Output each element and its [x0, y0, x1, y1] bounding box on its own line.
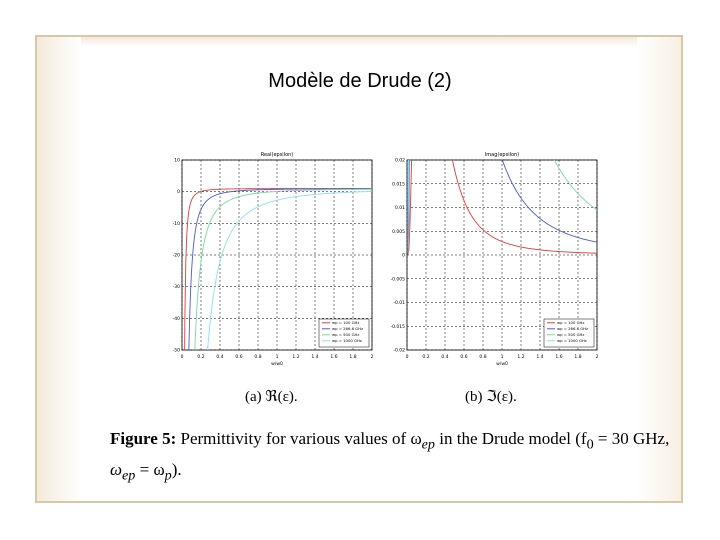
chart-0-y-tick-label: 10 [174, 158, 180, 164]
chart-0-title: Real(epsilon) [260, 152, 294, 158]
slide-shade-top [37, 37, 681, 47]
chart-1-legend-label: wp = 1000 GHz [557, 338, 587, 343]
chart-0-xlabel: w/w0 [271, 362, 283, 367]
caption-sub-1: ep [421, 436, 436, 453]
chart-0-x-tick-label: 0.8 [254, 355, 262, 360]
chart-1-y-tick-label: 0.005 [392, 229, 405, 235]
chart-0-legend-label: wp = 1000 GHz [332, 338, 362, 343]
chart-0-y-tick-label: -20 [172, 253, 180, 259]
chart-1-x-tick-label: 0.2 [422, 355, 430, 360]
chart-0-legend-label: wp = 500 GHz [332, 332, 360, 337]
subcaption-imag: (b) ℑ(ε). [465, 389, 517, 405]
chart-1-y-tick-label: -0.02 [393, 348, 405, 354]
chart-1-x-tick-label: 1.8 [574, 355, 582, 360]
chart-0-x-tick-label: 1 [275, 355, 279, 360]
caption-label: Figure 5: [110, 429, 177, 448]
caption-text-5: = ω [139, 460, 165, 480]
caption-sub-4: p [164, 467, 172, 484]
chart-1-x-tick-label: 2 [595, 355, 599, 360]
chart-1-xlabel: w/w0 [496, 362, 508, 367]
chart-1-x-tick-label: 1.6 [555, 355, 563, 360]
chart-1-legend-label: wp = 100 GHz [557, 320, 585, 325]
chart-0-legend-label: wp = 266.6 GHz [332, 326, 363, 331]
chart-0-y-tick-label: 0 [177, 190, 180, 196]
subcaption-real: (a) ℜ(ε). [245, 389, 298, 405]
caption-sub-3: ep [122, 467, 136, 484]
chart-0-y-tick-label: -50 [172, 348, 180, 354]
chart-1-y-tick-label: 0.015 [392, 182, 405, 188]
chart-0-x-tick-label: 1.2 [292, 355, 300, 360]
chart-1-x-tick-label: 1 [500, 355, 504, 360]
chart-1-y-tick-label: 0.01 [394, 206, 405, 211]
chart-1-x-tick-label: 0.6 [460, 355, 468, 360]
chart-1-x-tick-label: 0 [405, 355, 409, 360]
chart-1-x-tick-label: 0.4 [441, 355, 449, 360]
chart-0-x-tick-label: 0.2 [197, 355, 205, 360]
chart-1-y-tick-label: 0 [402, 253, 405, 259]
slide-shade-left [37, 37, 81, 501]
chart-1-x-tick-label: 1.2 [517, 355, 525, 360]
chart-0-x-tick-label: 0.4 [216, 355, 224, 360]
chart-0-x-tick-label: 1.6 [330, 355, 338, 360]
caption-text-2: in the Drude model (f [439, 429, 587, 448]
chart-1-y-tick-label: -0.01 [393, 301, 405, 306]
chart-0-y-tick-label: -10 [172, 221, 180, 227]
real-permittivity-plot [160, 143, 390, 368]
caption-sub-2: 0 [586, 436, 594, 453]
chart-0-x-tick-label: 1.8 [349, 355, 357, 360]
caption-text-6: ). [171, 460, 182, 480]
chart-0-x-tick-label: 0 [180, 355, 184, 360]
figure-caption [110, 426, 670, 489]
chart-0-y-tick-label: -30 [172, 285, 180, 291]
chart-1-x-tick-label: 0.8 [479, 355, 487, 360]
chart-1-x-tick-label: 1.4 [536, 355, 544, 360]
chart-1-legend-label: wp = 266.6 GHz [557, 326, 588, 331]
chart-0-x-tick-label: 0.6 [235, 355, 243, 360]
chart-1-y-tick-label: -0.015 [390, 324, 405, 330]
chart-1-y-tick-label: -0.005 [390, 277, 405, 283]
caption-text-3: = 30 GHz, [597, 429, 670, 448]
chart-0-y-tick-label: -40 [172, 316, 180, 322]
chart-1-title: Imag(epsilon) [484, 152, 520, 158]
caption-text-4: ω [110, 460, 123, 480]
chart-0-legend-label: wp = 100 GHz [332, 320, 360, 325]
slide-title: Modèle de Drude (2) [268, 70, 452, 92]
chart-1-y-tick-label: 0.02 [394, 158, 405, 164]
chart-1-legend-label: wp = 500 GHz [557, 332, 585, 337]
chart-0-x-tick-label: 2 [370, 355, 374, 360]
chart-0-x-tick-label: 1.4 [311, 355, 319, 360]
imag-permittivity-plot [385, 143, 615, 368]
caption-text-1: Permittivity for various values of ω [180, 429, 422, 448]
